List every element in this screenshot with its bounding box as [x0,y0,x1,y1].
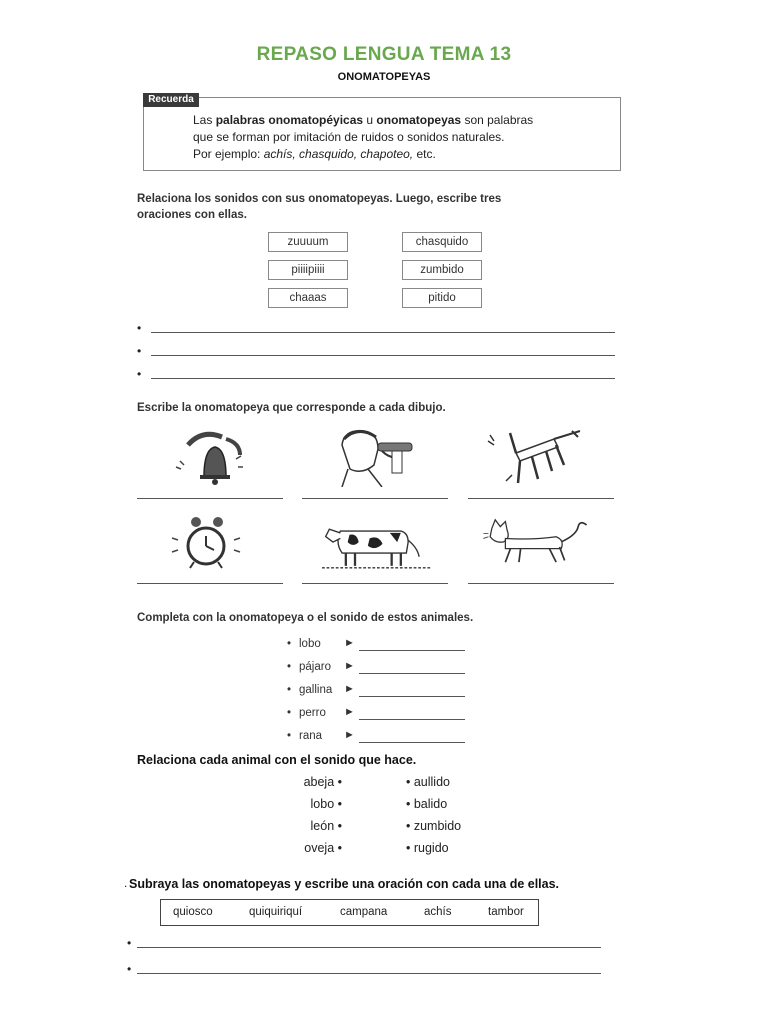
arrow-icon: ► [344,660,355,672]
cow-drawing [322,512,432,574]
animal-name: lobo [299,638,321,650]
person-blowing-whistle-drawing [322,425,432,487]
answer-line[interactable] [137,322,615,336]
bullet: • [287,684,292,696]
falling-chair-drawing [480,425,590,487]
answer-line[interactable] [137,497,283,499]
answer-line[interactable] [468,582,614,584]
write-line[interactable] [151,332,615,333]
sound-box: chaaas [268,288,348,308]
recuerda-line-2: que se forman por imitación de ruidos o sonidos naturales. [193,130,505,144]
animal-left[interactable]: abeja • [303,775,342,789]
exercise-2-instruction: Escribe la onomatopeya que corresponde a cada dibujo. [137,402,446,414]
write-line[interactable] [359,673,465,674]
word[interactable]: tambor [488,906,524,918]
sound-right[interactable]: • aullido [406,775,450,789]
animal-left[interactable]: oveja • [304,841,342,855]
bullet: • [287,638,292,650]
bold-term: onomatopeyas [376,113,462,127]
animal-row [287,661,487,677]
sound-box: piiiipiiii [268,260,348,280]
page-title: REPASO LENGUA TEMA 13 [256,44,512,65]
answer-line[interactable] [468,497,614,499]
bullet: • [137,367,142,381]
arrow-icon: ► [344,706,355,718]
word[interactable]: quiquiriquí [249,906,303,918]
page-subtitle: ONOMATOPEYAS [337,71,431,83]
text: etc. [413,147,436,161]
cat-drawing [480,510,590,572]
sound-right[interactable]: • zumbido [406,819,462,833]
write-line[interactable] [359,650,465,651]
answer-line[interactable] [137,582,283,584]
alarm-clock-drawing [160,510,270,572]
word[interactable]: achís [424,906,452,918]
recuerda-text [193,112,613,163]
answer-line[interactable] [302,497,448,499]
exercise-5-marker: . [124,876,128,890]
answer-line[interactable] [137,368,615,382]
animal-name: pájaro [299,661,331,673]
bell-drawing [160,425,270,487]
animal-name: gallina [299,684,333,696]
bold-term: palabras onomatopéyicas [215,113,364,127]
answer-line[interactable] [137,345,615,359]
write-line[interactable] [359,719,465,720]
word[interactable]: campana [340,906,388,918]
text: son palabras [461,113,534,127]
text: u [363,113,377,127]
arrow-icon: ► [344,729,355,741]
animal-name: perro [299,707,326,719]
onomatopeya-box: chasquido [402,232,482,252]
sound-right[interactable]: • rugido [406,841,449,855]
bullet: • [137,344,142,358]
answer-line[interactable] [302,582,448,584]
write-line[interactable] [151,378,615,379]
animal-left[interactable]: lobo • [310,797,342,811]
exercise-1-instruction [137,191,617,223]
answer-line[interactable] [127,937,601,951]
recuerda-line-1 [193,112,613,129]
animal-row [287,707,487,723]
recuerda-line-3 [193,146,613,163]
arrow-icon: ► [344,637,355,649]
bullet: • [287,661,292,673]
bullet: • [137,321,142,335]
instruction-line: Relaciona los sonidos con sus onomatopeyas. Luego, escribe tres [137,193,502,205]
onomatopeya-box: pitido [402,288,482,308]
bullet: • [287,730,292,742]
write-line[interactable] [137,947,601,948]
onomatopeya-box: zumbido [402,260,482,280]
animal-row [287,638,487,654]
animal-row [287,684,487,700]
recuerda-tag: Recuerda [143,93,199,107]
sound-right[interactable]: • balido [406,797,448,811]
sound-box: zuuuum [268,232,348,252]
answer-line[interactable] [127,963,601,977]
word[interactable]: quiosco [173,906,213,918]
bullet: • [287,707,292,719]
text: Las [193,113,216,127]
arrow-icon: ► [344,683,355,695]
italic-examples: achís, chasquido, chapoteo, [263,147,414,161]
write-line[interactable] [359,696,465,697]
exercise-5-instruction: Subraya las onomatopeyas y escribe una oración con cada una de ellas. [129,877,560,891]
bullet: • [127,962,132,976]
exercise-4-instruction: Relaciona cada animal con el sonido que hace. [137,753,417,767]
animal-row [287,730,487,746]
text: Por ejemplo: [193,147,264,161]
write-line[interactable] [151,355,615,356]
write-line[interactable] [137,973,601,974]
animal-name: rana [299,730,323,742]
write-line[interactable] [359,742,465,743]
instruction-line: oraciones con ellas. [137,209,247,221]
animal-left[interactable]: león • [310,819,342,833]
exercise-3-instruction: Completa con la onomatopeya o el sonido de estos animales. [137,612,474,624]
bullet: • [127,936,132,950]
